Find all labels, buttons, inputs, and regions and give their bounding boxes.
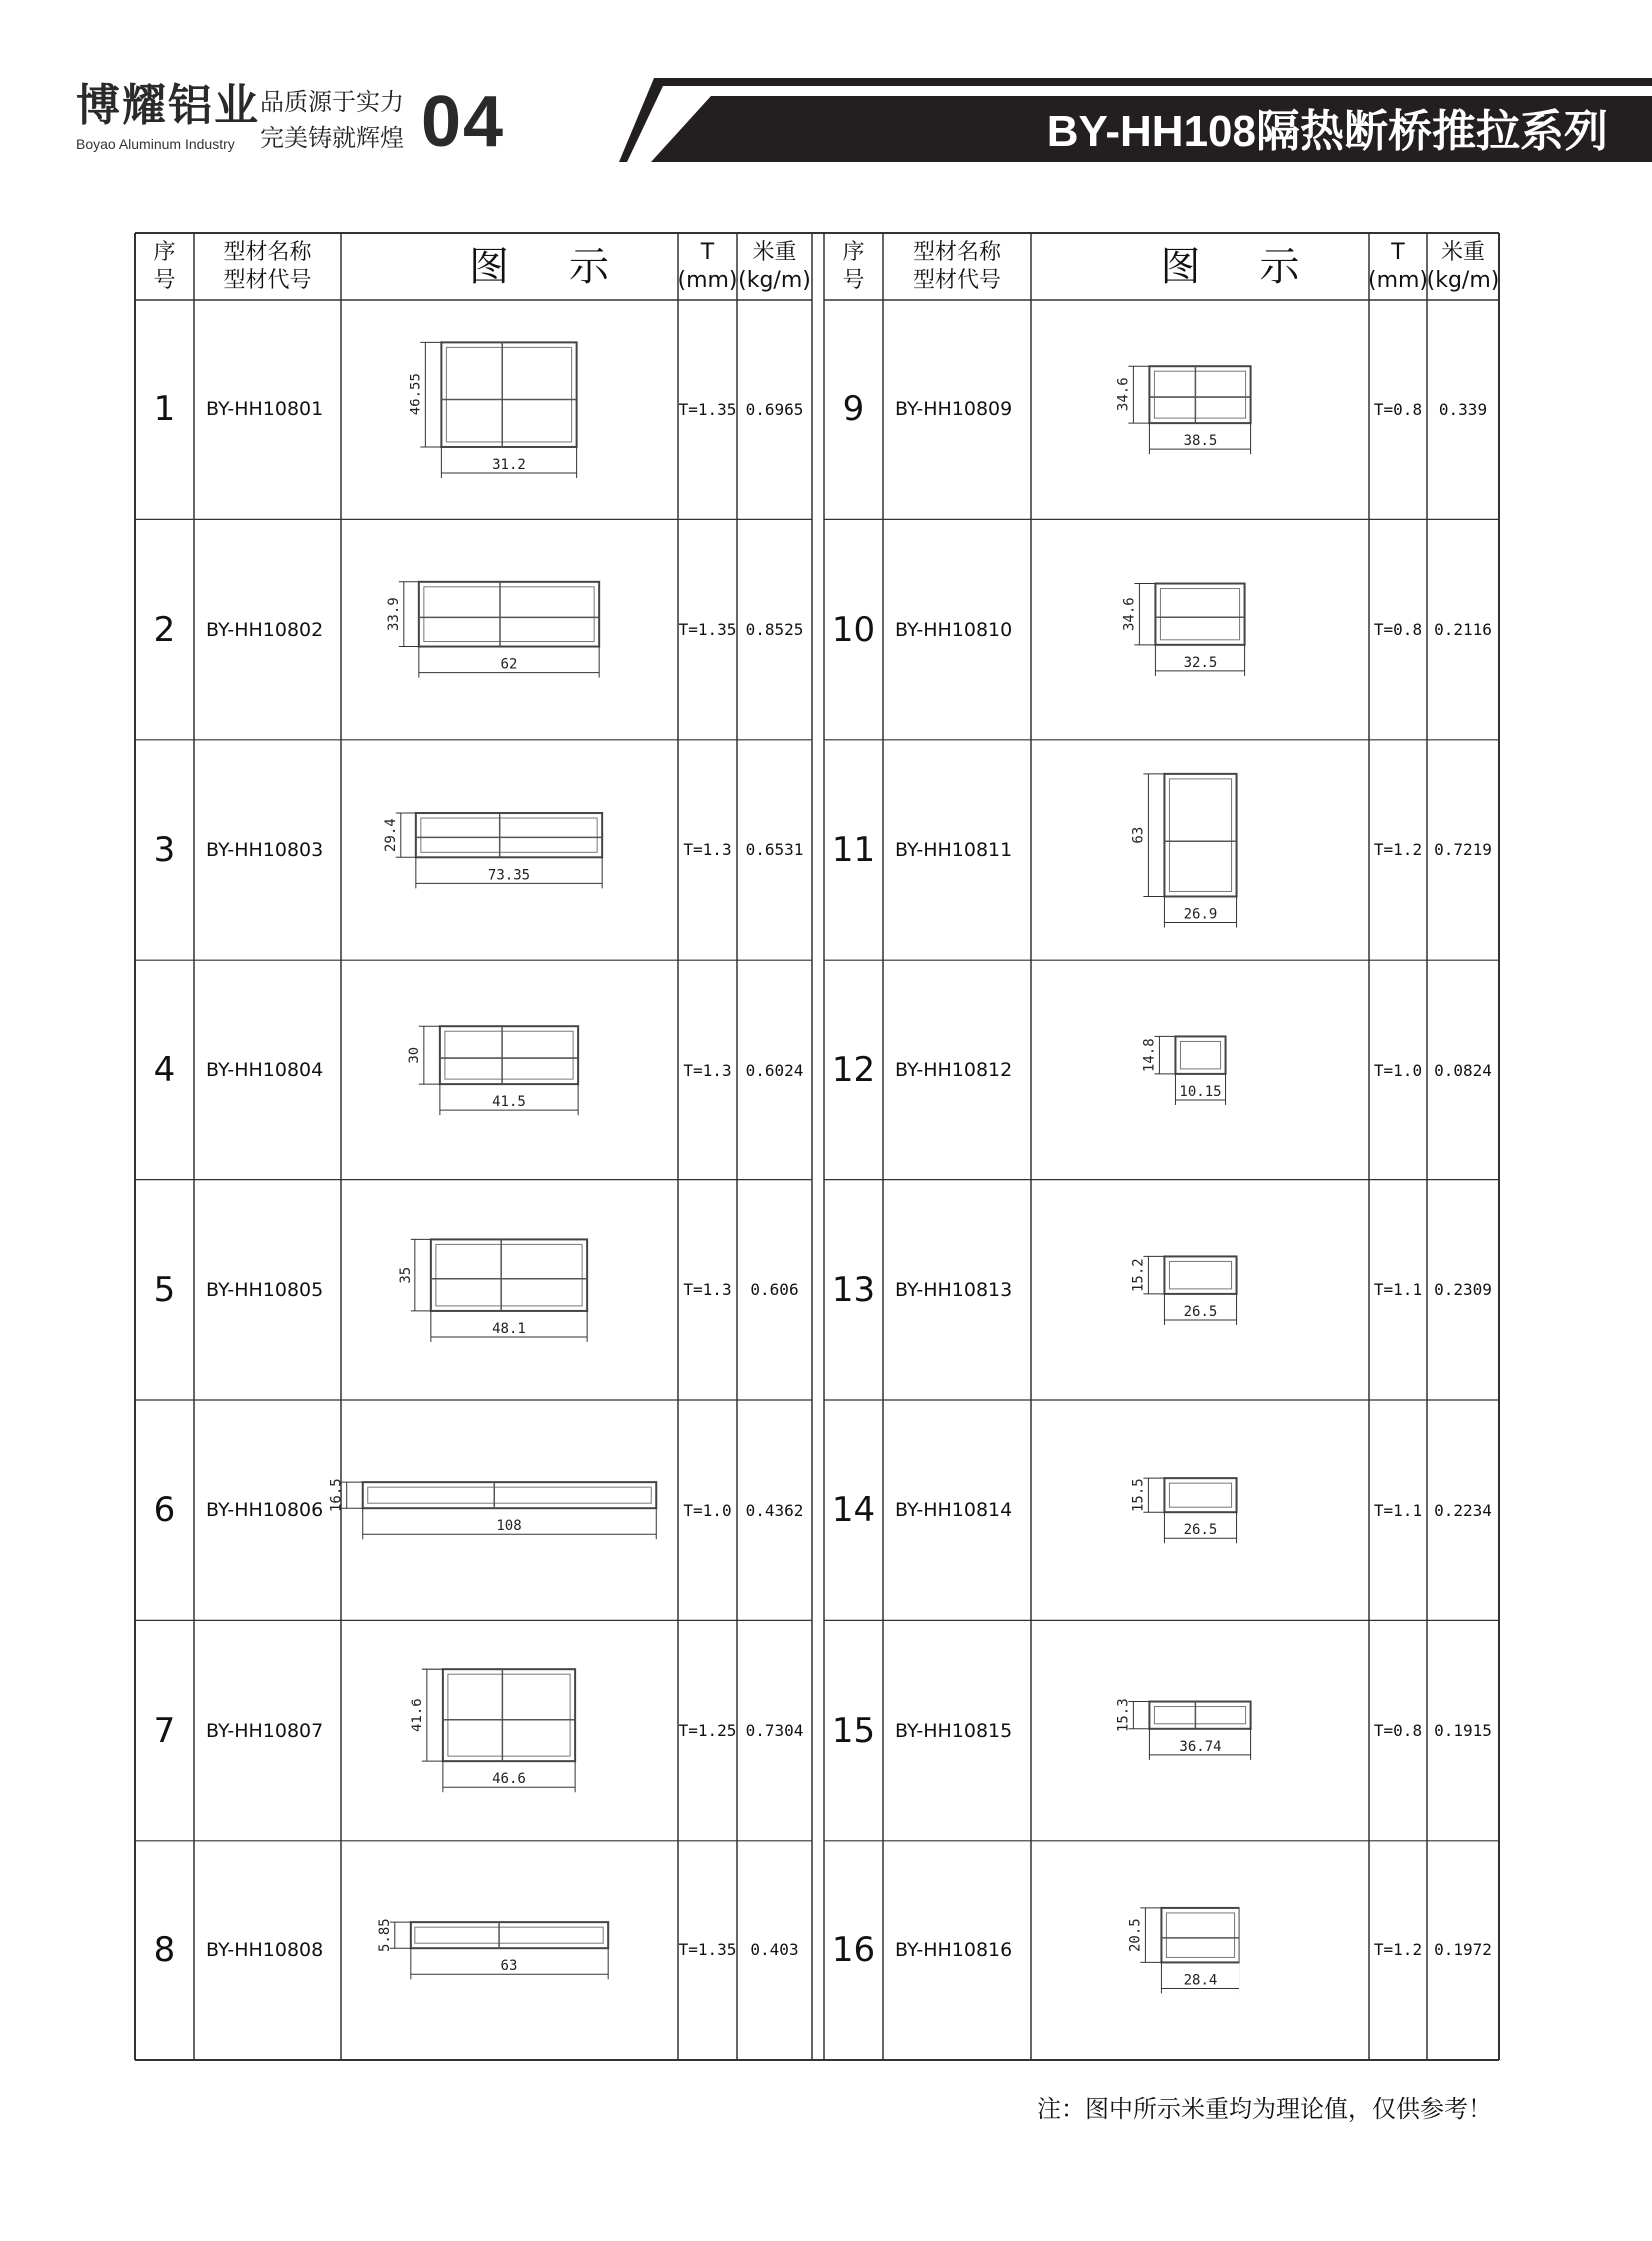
profile-drawing — [1031, 1180, 1369, 1400]
row-number: 14 — [831, 1490, 876, 1531]
profile-figure — [1031, 1841, 1369, 2060]
profile-drawing — [1031, 740, 1369, 960]
weight-value: 0.6024 — [745, 1060, 804, 1080]
dimension-label-vertical: 5.85 — [376, 1918, 393, 1952]
profile-figure — [1031, 1180, 1369, 1400]
dimension-label-horizontal: 62 — [500, 656, 518, 673]
dimension-label-horizontal: 28.4 — [1183, 1972, 1218, 1989]
dimension-label-horizontal: 46.6 — [492, 1771, 526, 1788]
dimension-label-vertical: 15.5 — [1130, 1478, 1147, 1513]
profile-inner-wall — [448, 1675, 570, 1757]
dimension-label-vertical: 46.55 — [408, 374, 424, 416]
header-weight-right — [1427, 233, 1499, 300]
header-seq-left — [135, 233, 194, 300]
thickness-value: T=1.35 — [678, 399, 737, 419]
profile-figure — [341, 740, 678, 960]
profile-outline — [440, 1026, 578, 1084]
profile-inner-wall — [1154, 1707, 1245, 1724]
dimension-label-horizontal: 48.1 — [492, 1320, 526, 1337]
profile-inner-wall — [1169, 1261, 1231, 1288]
profile-inner-wall — [1160, 589, 1239, 640]
profile-figure — [341, 1620, 678, 1840]
thickness-value: T=1.0 — [683, 1500, 732, 1520]
thickness-value: T=1.2 — [1373, 1940, 1423, 1960]
profile-inner-wall — [1180, 1042, 1220, 1069]
profile-code: BY-HH10815 — [895, 1719, 1013, 1742]
dimension-label-vertical: 63 — [1130, 826, 1147, 844]
dimension-label-vertical: 16.5 — [328, 1478, 345, 1513]
profile-outline — [363, 1482, 657, 1508]
weight-value: 0.6965 — [745, 399, 804, 419]
row-number: 15 — [831, 1710, 876, 1751]
row-number: 16 — [831, 1929, 876, 1970]
page-number: 04 — [421, 82, 506, 162]
profile-code: BY-HH10814 — [895, 1499, 1013, 1522]
header-thickness-left-line-2: (mm) — [677, 267, 738, 293]
page-header — [0, 0, 1652, 200]
thickness-value: T=1.1 — [1373, 1280, 1423, 1300]
weight-value: 0.7304 — [745, 1721, 804, 1741]
profile-code: BY-HH10801 — [206, 398, 324, 421]
row-number: 12 — [831, 1050, 876, 1091]
header-thickness-right-line-2: (mm) — [1367, 267, 1429, 293]
dimension-label-vertical: 34.6 — [1121, 597, 1138, 632]
header-name-right-line-2: 型材代号 — [912, 267, 1001, 293]
weight-value: 0.2116 — [1434, 620, 1492, 640]
profile-drawing — [328, 1400, 678, 1620]
weight-value: 0.2309 — [1434, 1280, 1492, 1300]
profile-inner-wall — [1166, 1913, 1234, 1957]
weight-value: 0.4362 — [745, 1500, 804, 1520]
footnote: 注：图中所示米重均为理论值，仅供参考！ — [1037, 2095, 1492, 2123]
weight-value: 0.339 — [1438, 399, 1488, 419]
thickness-value: T=1.3 — [683, 840, 732, 860]
dimension-label-horizontal: 26.5 — [1183, 1303, 1218, 1320]
dimension-label-horizontal: 36.74 — [1179, 1739, 1222, 1756]
thickness-value: T=1.3 — [683, 1060, 732, 1080]
dimension-label-horizontal: 108 — [496, 1518, 522, 1535]
dimension-label-horizontal: 38.5 — [1183, 433, 1218, 450]
weight-value: 0.606 — [750, 1280, 799, 1300]
profile-code: BY-HH10811 — [895, 838, 1013, 861]
profile-drawing — [341, 519, 678, 739]
profile-code: BY-HH10816 — [895, 1938, 1013, 1961]
profile-figure — [341, 519, 678, 739]
profile-outline — [1164, 1256, 1236, 1293]
weight-value: 0.8525 — [745, 620, 804, 640]
dimension-label-horizontal: 32.5 — [1183, 655, 1218, 672]
dimension-label-vertical: 20.5 — [1127, 1918, 1144, 1952]
header-weight-right-line-2: (kg/m) — [1426, 267, 1500, 293]
profile-drawing — [1031, 1841, 1369, 2060]
profile-drawing — [1031, 1620, 1369, 1840]
header-thickness-right — [1369, 233, 1427, 300]
header-name-right — [883, 233, 1031, 300]
profile-outline — [441, 342, 576, 447]
dimension-label-vertical: 30 — [406, 1046, 422, 1064]
profile-figure — [328, 1400, 678, 1620]
profile-code: BY-HH10804 — [206, 1059, 324, 1082]
profile-figure — [341, 300, 678, 519]
profile-figure — [1031, 740, 1369, 960]
weight-value: 0.403 — [750, 1940, 799, 1960]
profile-inner-wall — [436, 1244, 582, 1306]
header-figure-left: 图示 — [469, 243, 669, 290]
thickness-value: T=1.2 — [1373, 840, 1423, 860]
profile-figure — [1031, 1400, 1369, 1620]
profile-inner-wall — [1169, 1483, 1231, 1507]
profile-outline — [1149, 1702, 1250, 1729]
header-thickness-right-line-1: T — [1391, 239, 1405, 265]
row-number: 3 — [153, 829, 176, 870]
brand-name-en: Boyao Aluminum Industry — [76, 136, 235, 152]
profile-drawing — [341, 740, 678, 960]
row-number: 8 — [153, 1929, 176, 1970]
header-seq-right-line-2: 号 — [842, 267, 865, 293]
brand-name-cn: 博耀铝业 — [76, 80, 260, 131]
slogan — [260, 84, 404, 156]
weight-value: 0.0824 — [1434, 1060, 1492, 1080]
profile-outline — [1175, 1037, 1225, 1074]
profile-inner-wall — [424, 587, 594, 642]
profile-figure — [1031, 960, 1369, 1179]
profile-inner-wall — [415, 1927, 603, 1943]
row-number: 9 — [842, 389, 865, 430]
dimension-label-horizontal: 26.9 — [1183, 906, 1218, 923]
profile-code: BY-HH10807 — [206, 1719, 324, 1742]
header-thickness-left-line-1: T — [700, 239, 715, 265]
row-number: 5 — [153, 1269, 176, 1310]
profile-drawing — [341, 1180, 678, 1400]
header-seq-right-line-1: 序 — [842, 239, 865, 265]
header-weight-left-line-2: (kg/m) — [738, 267, 811, 293]
profile-inner-wall — [445, 1031, 573, 1079]
header-thickness-left — [678, 233, 737, 300]
dimension-label-vertical: 35 — [397, 1266, 413, 1284]
profile-drawing — [341, 1620, 678, 1840]
slogan-line-2: 完美铸就辉煌 — [260, 124, 404, 152]
weight-value: 0.2234 — [1434, 1500, 1492, 1520]
profile-table — [135, 233, 1499, 2060]
profile-inner-wall — [368, 1487, 652, 1503]
weight-value: 0.1915 — [1434, 1721, 1492, 1741]
brand-logo — [76, 82, 260, 152]
profile-drawing — [341, 960, 678, 1179]
header-weight-left-line-1: 米重 — [752, 239, 797, 265]
header-name-left — [194, 233, 341, 300]
row-number: 11 — [831, 829, 876, 870]
dimension-label-horizontal: 63 — [500, 1958, 518, 1975]
thickness-value: T=1.35 — [678, 620, 737, 640]
header-seq-left-line-2: 号 — [153, 267, 176, 293]
dimension-label-vertical: 14.8 — [1141, 1038, 1158, 1073]
dimension-label-vertical: 33.9 — [385, 597, 402, 632]
weight-value: 0.1972 — [1434, 1940, 1492, 1960]
profile-figure — [1031, 1620, 1369, 1840]
slogan-line-1: 品质源于实力 — [260, 88, 404, 116]
profile-inner-wall — [1154, 371, 1245, 418]
weight-value: 0.7219 — [1434, 840, 1492, 860]
row-number: 1 — [153, 389, 176, 430]
thickness-value: T=1.1 — [1373, 1500, 1423, 1520]
row-number: 7 — [153, 1710, 176, 1751]
dimension-label-vertical: 15.2 — [1130, 1257, 1147, 1292]
header-seq-right — [824, 233, 883, 300]
dimension-label-horizontal: 41.5 — [492, 1094, 526, 1111]
profile-code: BY-HH10808 — [206, 1938, 324, 1961]
profile-code: BY-HH10802 — [206, 618, 324, 641]
row-number: 6 — [153, 1490, 176, 1531]
dimension-label-horizontal: 73.35 — [487, 867, 531, 884]
profile-outline — [419, 582, 599, 647]
profile-drawing — [341, 300, 678, 519]
dimension-label-horizontal: 10.15 — [1179, 1084, 1222, 1101]
profile-drawing — [1031, 519, 1369, 739]
dimension-label-vertical: 29.4 — [382, 818, 399, 852]
thickness-value: T=1.0 — [1373, 1060, 1423, 1080]
profile-outline — [1161, 1908, 1239, 1962]
thickness-value: T=0.8 — [1373, 620, 1423, 640]
dimension-label-vertical: 34.6 — [1115, 377, 1132, 412]
thickness-value: T=1.25 — [678, 1721, 737, 1741]
row-number: 2 — [153, 609, 176, 650]
profile-outline — [416, 813, 602, 857]
profile-outline — [411, 1922, 608, 1948]
dimension-label-vertical: 41.6 — [409, 1698, 425, 1733]
profile-drawing — [341, 1841, 678, 2060]
profile-drawing — [1031, 960, 1369, 1179]
profile-figure — [341, 960, 678, 1179]
profile-outline — [443, 1670, 575, 1762]
profile-figure — [1031, 519, 1369, 739]
profile-figure — [1031, 300, 1369, 519]
row-number: 4 — [153, 1050, 176, 1091]
series-title: BY-HH108隔热断桥推拉系列 — [1046, 107, 1608, 156]
header-seq-left-line-1: 序 — [153, 239, 176, 265]
profile-inner-wall — [421, 818, 597, 852]
profile-code: BY-HH10812 — [895, 1059, 1013, 1082]
profile-code: BY-HH10806 — [206, 1499, 324, 1522]
profile-code: BY-HH10809 — [895, 398, 1013, 421]
weight-value: 0.6531 — [745, 840, 804, 860]
profile-drawing — [1031, 1400, 1369, 1620]
header-weight-right-line-1: 米重 — [1440, 239, 1485, 265]
header-name-right-line-1: 型材名称 — [912, 239, 1001, 265]
row-number: 10 — [831, 609, 876, 650]
header-weight-left — [737, 233, 812, 300]
dimension-label-vertical: 15.3 — [1115, 1698, 1132, 1733]
header-figure-right: 图示 — [1160, 243, 1360, 290]
profile-code: BY-HH10810 — [895, 618, 1013, 641]
dimension-label-horizontal: 26.5 — [1183, 1522, 1218, 1539]
profile-drawing — [1031, 300, 1369, 519]
profile-outline — [1164, 774, 1236, 897]
profile-code: BY-HH10813 — [895, 1278, 1013, 1301]
profile-figure — [341, 1841, 678, 2060]
thickness-value: T=0.8 — [1373, 1721, 1423, 1741]
profile-code: BY-HH10805 — [206, 1278, 324, 1301]
thickness-value: T=1.35 — [678, 1940, 737, 1960]
profile-outline — [431, 1239, 587, 1311]
row-number: 13 — [831, 1269, 876, 1310]
profile-outline — [1155, 584, 1244, 645]
thickness-value: T=0.8 — [1373, 399, 1423, 419]
thickness-value: T=1.3 — [683, 1280, 732, 1300]
profile-inner-wall — [1169, 779, 1231, 892]
header-name-left-line-2: 型材代号 — [223, 267, 312, 293]
header-name-left-line-1: 型材名称 — [223, 239, 312, 265]
profile-inner-wall — [446, 347, 571, 442]
profile-outline — [1149, 366, 1250, 423]
profile-figure — [341, 1180, 678, 1400]
dimension-label-horizontal: 31.2 — [492, 457, 526, 474]
profile-code: BY-HH10803 — [206, 838, 324, 861]
